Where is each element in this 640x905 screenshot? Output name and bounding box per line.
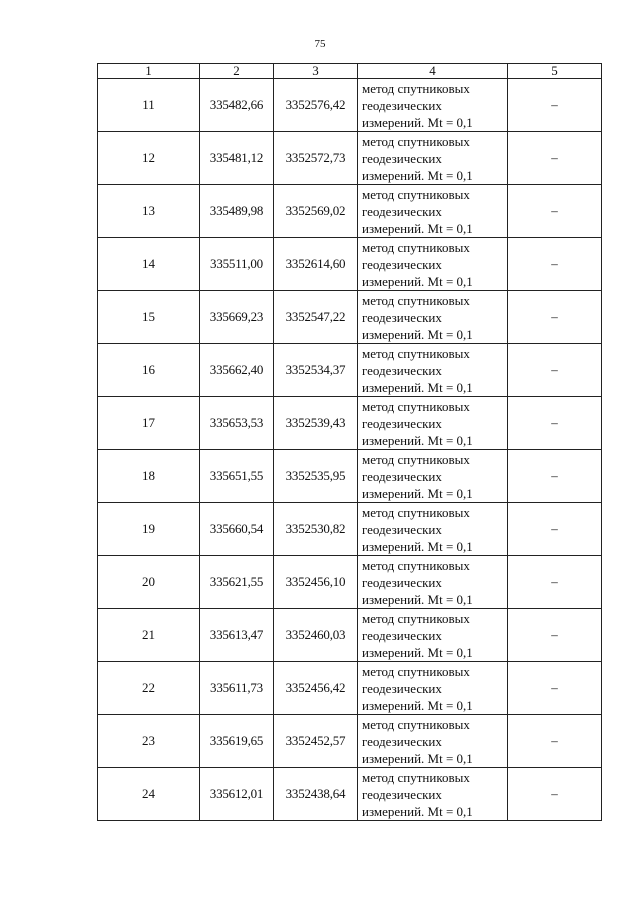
method-text-line: геодезических <box>362 362 442 378</box>
method-text-line: измерений. Mt = 0,1 <box>362 644 473 660</box>
x-coordinate-cell: 335621,55 <box>200 556 274 609</box>
method-text-line: метод спутниковых <box>362 80 470 96</box>
method-text-line: измерений. Mt = 0,1 <box>362 273 473 289</box>
method-text-line: геодезических <box>362 309 442 325</box>
table-body <box>98 79 602 821</box>
table-row <box>98 768 602 821</box>
table-row <box>98 503 602 556</box>
method-text-line: измерений. Mt = 0,1 <box>362 167 473 183</box>
method-text-line: метод спутниковых <box>362 716 470 732</box>
method-text-line: геодезических <box>362 256 442 272</box>
method-cell <box>358 291 508 344</box>
method-cell <box>358 238 508 291</box>
y-coordinate-cell: 3352530,82 <box>274 503 358 556</box>
method-text-line: геодезических <box>362 627 442 643</box>
point-number-cell: 11 <box>98 79 200 132</box>
method-text-line: метод спутниковых <box>362 504 470 520</box>
method-text-line: измерений. Mt = 0,1 <box>362 379 473 395</box>
method-cell <box>358 503 508 556</box>
method-cell <box>358 556 508 609</box>
point-number-cell: 21 <box>98 609 200 662</box>
method-text-line: геодезических <box>362 97 442 113</box>
x-coordinate-cell: 335511,00 <box>200 238 274 291</box>
method-text-line: метод спутниковых <box>362 663 470 679</box>
table-row <box>98 450 602 503</box>
point-number-cell: 13 <box>98 185 200 238</box>
x-coordinate-cell: 335662,40 <box>200 344 274 397</box>
method-text-line: измерений. Mt = 0,1 <box>362 538 473 554</box>
method-text-line: геодезических <box>362 521 442 537</box>
point-number-cell: 23 <box>98 715 200 768</box>
method-text-line: метод спутниковых <box>362 451 470 467</box>
note-cell: – <box>508 609 602 662</box>
method-text-line: геодезических <box>362 680 442 696</box>
y-coordinate-cell: 3352539,43 <box>274 397 358 450</box>
header-col-4: 4 <box>358 64 508 79</box>
point-number-cell: 18 <box>98 450 200 503</box>
method-text-line: метод спутниковых <box>362 292 470 308</box>
point-number-cell: 19 <box>98 503 200 556</box>
x-coordinate-cell: 335669,23 <box>200 291 274 344</box>
note-cell: – <box>508 344 602 397</box>
method-text-line: геодезических <box>362 733 442 749</box>
point-number-cell: 24 <box>98 768 200 821</box>
point-number-cell: 17 <box>98 397 200 450</box>
method-text-line: геодезических <box>362 203 442 219</box>
table-row <box>98 715 602 768</box>
method-text-line: измерений. Mt = 0,1 <box>362 114 473 130</box>
note-cell: – <box>508 291 602 344</box>
header-col-1: 1 <box>98 64 200 79</box>
table-row <box>98 344 602 397</box>
y-coordinate-cell: 3352534,37 <box>274 344 358 397</box>
method-text-line: метод спутниковых <box>362 239 470 255</box>
y-coordinate-cell: 3352456,42 <box>274 662 358 715</box>
y-coordinate-cell: 3352535,95 <box>274 450 358 503</box>
header-col-2: 2 <box>200 64 274 79</box>
method-cell <box>358 79 508 132</box>
x-coordinate-cell: 335489,98 <box>200 185 274 238</box>
point-number-cell: 16 <box>98 344 200 397</box>
method-cell <box>358 715 508 768</box>
method-text-line: метод спутниковых <box>362 557 470 573</box>
point-number-cell: 22 <box>98 662 200 715</box>
table-row <box>98 132 602 185</box>
x-coordinate-cell: 335651,55 <box>200 450 274 503</box>
method-cell <box>358 768 508 821</box>
method-text-line: метод спутниковых <box>362 345 470 361</box>
note-cell: – <box>508 503 602 556</box>
note-cell: – <box>508 715 602 768</box>
table-row <box>98 238 602 291</box>
x-coordinate-cell: 335612,01 <box>200 768 274 821</box>
y-coordinate-cell: 3352572,73 <box>274 132 358 185</box>
method-text-line: геодезических <box>362 574 442 590</box>
table-row <box>98 662 602 715</box>
table-row <box>98 397 602 450</box>
method-text-line: измерений. Mt = 0,1 <box>362 803 473 819</box>
x-coordinate-cell: 335611,73 <box>200 662 274 715</box>
y-coordinate-cell: 3352438,64 <box>274 768 358 821</box>
x-coordinate-cell: 335481,12 <box>200 132 274 185</box>
header-col-5: 5 <box>508 64 602 79</box>
header-col-3: 3 <box>274 64 358 79</box>
y-coordinate-cell: 3352456,10 <box>274 556 358 609</box>
method-cell <box>358 397 508 450</box>
page-number: 75 <box>314 38 326 50</box>
table-row <box>98 185 602 238</box>
note-cell: – <box>508 662 602 715</box>
method-text-line: измерений. Mt = 0,1 <box>362 591 473 607</box>
method-cell <box>358 185 508 238</box>
x-coordinate-cell: 335619,65 <box>200 715 274 768</box>
method-text-line: метод спутниковых <box>362 133 470 149</box>
y-coordinate-cell: 3352547,22 <box>274 291 358 344</box>
point-number-cell: 20 <box>98 556 200 609</box>
point-number-cell: 15 <box>98 291 200 344</box>
method-text-line: метод спутниковых <box>362 769 470 785</box>
method-text-line: геодезических <box>362 150 442 166</box>
coordinates-table <box>97 63 602 821</box>
method-text-line: измерений. Mt = 0,1 <box>362 485 473 501</box>
note-cell: – <box>508 238 602 291</box>
method-cell <box>358 132 508 185</box>
note-cell: – <box>508 132 602 185</box>
table-row <box>98 79 602 132</box>
y-coordinate-cell: 3352576,42 <box>274 79 358 132</box>
method-cell <box>358 609 508 662</box>
header-row <box>98 64 602 79</box>
y-coordinate-cell: 3352614,60 <box>274 238 358 291</box>
method-text-line: измерений. Mt = 0,1 <box>362 697 473 713</box>
y-coordinate-cell: 3352452,57 <box>274 715 358 768</box>
y-coordinate-cell: 3352460,03 <box>274 609 358 662</box>
x-coordinate-cell: 335660,54 <box>200 503 274 556</box>
method-text-line: измерений. Mt = 0,1 <box>362 750 473 766</box>
method-text-line: измерений. Mt = 0,1 <box>362 220 473 236</box>
table-row <box>98 556 602 609</box>
x-coordinate-cell: 335613,47 <box>200 609 274 662</box>
method-cell <box>358 344 508 397</box>
note-cell: – <box>508 556 602 609</box>
x-coordinate-cell: 335653,53 <box>200 397 274 450</box>
method-text-line: геодезических <box>362 415 442 431</box>
method-text-line: метод спутниковых <box>362 186 470 202</box>
note-cell: – <box>508 450 602 503</box>
method-text-line: геодезических <box>362 468 442 484</box>
method-cell <box>358 662 508 715</box>
note-cell: – <box>508 768 602 821</box>
note-cell: – <box>508 79 602 132</box>
method-text-line: измерений. Mt = 0,1 <box>362 432 473 448</box>
table-row <box>98 291 602 344</box>
method-text-line: метод спутниковых <box>362 398 470 414</box>
method-cell <box>358 450 508 503</box>
method-text-line: измерений. Mt = 0,1 <box>362 326 473 342</box>
y-coordinate-cell: 3352569,02 <box>274 185 358 238</box>
method-text-line: геодезических <box>362 786 442 802</box>
table-row <box>98 609 602 662</box>
point-number-cell: 14 <box>98 238 200 291</box>
point-number-cell: 12 <box>98 132 200 185</box>
x-coordinate-cell: 335482,66 <box>200 79 274 132</box>
note-cell: – <box>508 185 602 238</box>
method-text-line: метод спутниковых <box>362 610 470 626</box>
note-cell: – <box>508 397 602 450</box>
